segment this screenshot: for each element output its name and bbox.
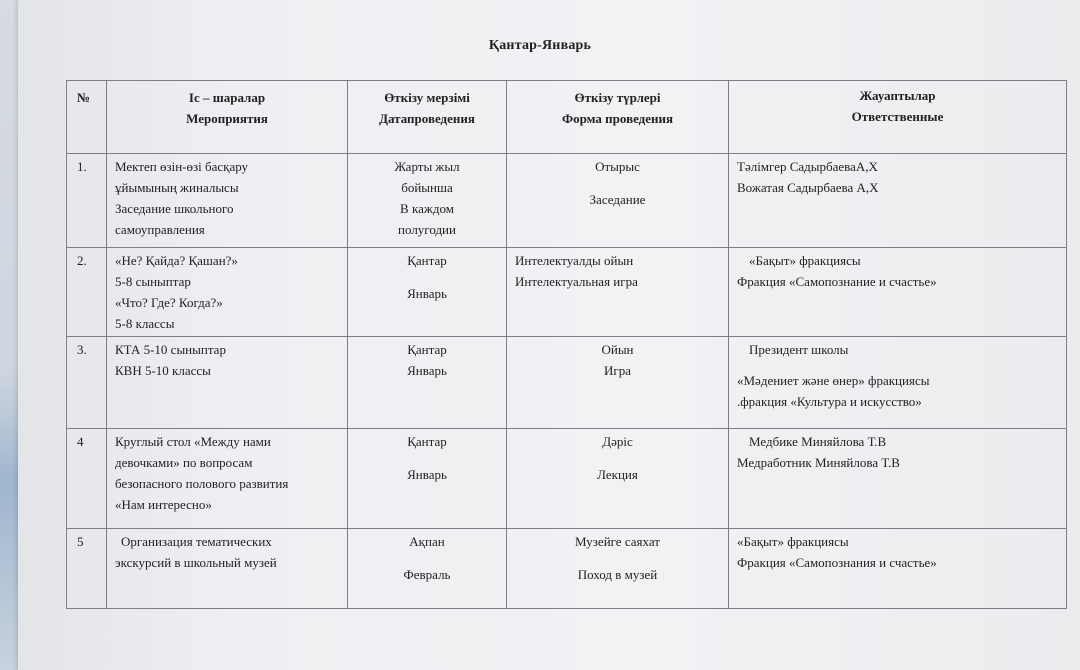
row-responsible: Президент школы «Мәдениет және өнер» фракциясы .фракция «Культура и искусство» [729,337,1067,429]
page-title: Қантар-Январь [488,38,592,53]
row-form: Дәріс Лекция [507,429,729,529]
row-date: Қантар Январь [348,429,507,529]
row-form: Интелектуалды ойын Интелектуальная игра [507,248,729,337]
row-responsible: «Бақыт» фракциясы Фракция «Самопознания и счастье» [729,529,1067,609]
table-row [67,154,1067,248]
row-date: Ақпан Февраль [348,529,507,609]
row-responsible: «Бақыт» фракциясы Фракция «Самопознание и счастье» [729,248,1067,337]
table-header-row [67,81,1067,154]
row-responsible: Медбике Миняйлова Т.В Медработник Миняйлова Т.В [729,429,1067,529]
row-number: 5 [67,529,107,609]
header-form: Өткізу түрлері Форма проведения [507,81,729,154]
header-date: Өткізу мерзімі Датапроведения [348,81,507,154]
table-row [67,248,1067,337]
row-form: Музейге саяхат Поход в музей [507,529,729,609]
row-responsible: Тәлімгер СадырбаеваА,Х Вожатая Садырбаева А,Х [729,154,1067,248]
table-row [67,429,1067,529]
row-form: Отырыс Заседание [507,154,729,248]
row-date: Қантар Январь [348,248,507,337]
row-event: КТА 5-10 сыныптар КВН 5-10 классы [107,337,348,429]
header-event: Іс – шаралар Мероприятия [107,81,348,154]
header-number: № [67,81,107,154]
header-responsible: Жауаптылар Ответственные [729,81,1067,154]
row-number: 2. [67,248,107,337]
row-form: Ойын Игра [507,337,729,429]
row-event: Организация тематических экскурсий в школьный музей [107,529,348,609]
table-row [67,529,1067,609]
row-event: «Не? Қайда? Қашан?» 5-8 сыныптар «Что? Где? Когда?» 5-8 классы [107,248,348,337]
row-number: 1. [67,154,107,248]
row-event: Круглый стол «Между нами девочками» по вопросам безопасного полового развития «Нам интересно» [107,429,348,529]
row-date: Қантар Январь [348,337,507,429]
row-date: Жарты жыл бойынша В каждом полугодии [348,154,507,248]
row-number: 3. [67,337,107,429]
row-number: 4 [67,429,107,529]
table-row [67,337,1067,429]
schedule-table [66,80,1067,609]
row-event: Мектеп өзін-өзі басқару ұйымының жиналысы Заседание школьного самоуправления [107,154,348,248]
